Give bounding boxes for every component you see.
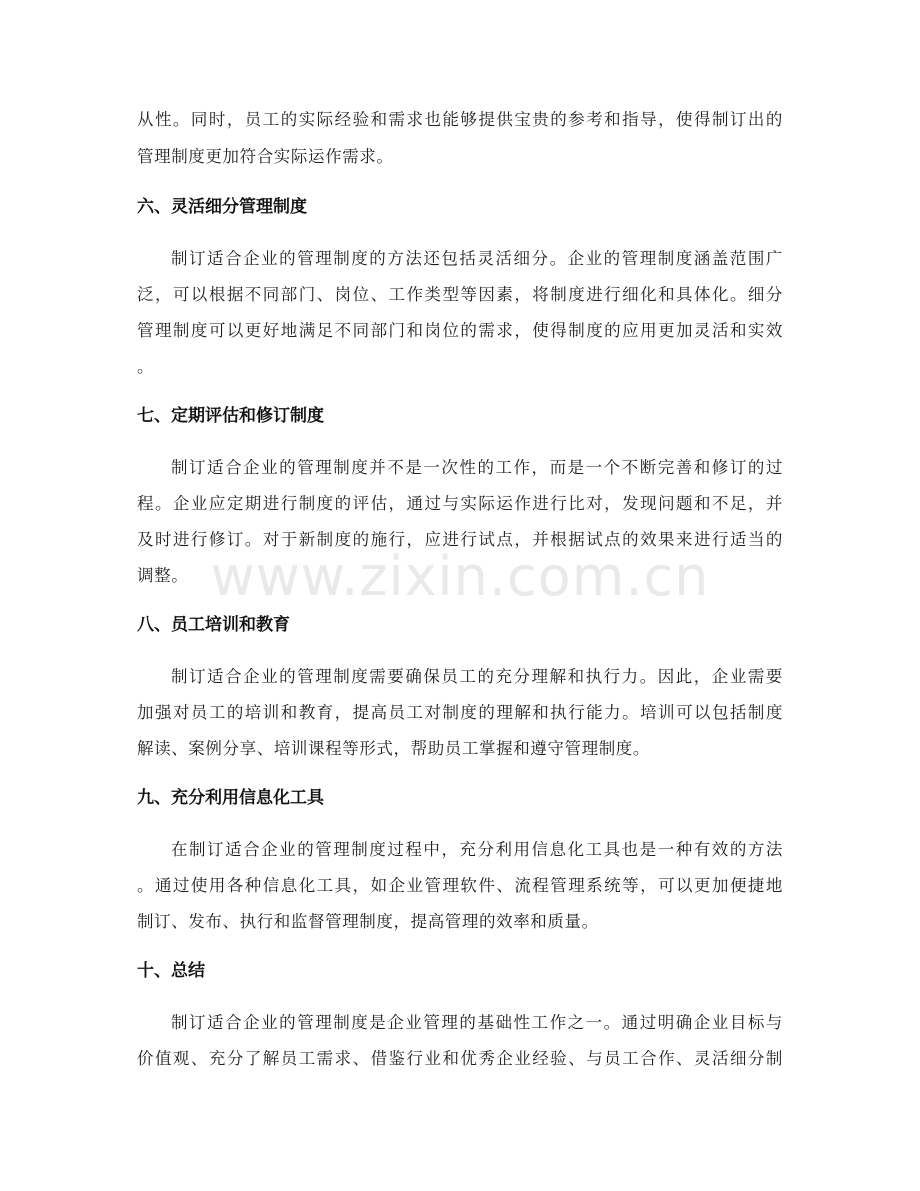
watermark: www.zixin.com.cn xyxy=(210,545,710,608)
paragraph-line: 及时进行修订。对于新制度的施行，应进行试点，并根据试点的效果来进行适当的 xyxy=(137,530,783,549)
paragraph-line: 。 xyxy=(137,357,155,376)
section-heading-7: 七、定期评估和修订制度 xyxy=(137,406,324,426)
paragraph-line: 解读、案例分享、培训课程等形式，帮助员工掌握和遵守管理制度。 xyxy=(137,739,650,758)
paragraph-line: 调整。 xyxy=(137,566,189,585)
section-heading-10: 十、总结 xyxy=(137,961,205,981)
paragraph-line: 泛，可以根据不同部门、岗位、工作类型等因素，将制度进行细化和具体化。细分 xyxy=(137,285,783,304)
paragraph-line: 。通过使用各种信息化工具，如企业管理软件、流程管理系统等，可以更加便捷地 xyxy=(137,876,783,895)
paragraph-line: 价值观、充分了解员工需求、借鉴行业和优秀企业经验、与员工合作、灵活细分制 xyxy=(137,1049,783,1068)
paragraph-line: 管理制度更加符合实际运作需求。 xyxy=(137,147,394,166)
paragraph-line: 制订、发布、执行和监督管理制度，提高管理的效率和质量。 xyxy=(137,912,599,931)
paragraph-line: 制订适合企业的管理制度并不是一次性的工作，而是一个不断完善和修订的过 xyxy=(171,458,783,477)
paragraph-line: 制订适合企业的管理制度是企业管理的基础性工作之一。通过明确企业目标与 xyxy=(171,1013,783,1032)
section-heading-8: 八、员工培训和教育 xyxy=(137,615,290,635)
paragraph-line: 管理制度可以更好地满足不同部门和岗位的需求，使得制度的应用更加灵活和实效 xyxy=(137,321,783,340)
paragraph-line: 加强对员工的培训和教育，提高员工对制度的理解和执行能力。培训可以包括制度 xyxy=(137,703,783,722)
paragraph-line: 从性。同时，员工的实际经验和需求也能够提供宝贵的参考和指导，使得制订出的 xyxy=(137,110,783,129)
paragraph-line: 制订适合企业的管理制度需要确保员工的充分理解和执行力。因此，企业需要 xyxy=(171,667,783,686)
section-heading-9: 九、充分利用信息化工具 xyxy=(137,788,324,808)
paragraph-line: 制订适合企业的管理制度的方法还包括灵活细分。企业的管理制度涵盖范围广 xyxy=(171,249,783,268)
section-heading-6: 六、灵活细分管理制度 xyxy=(137,197,307,217)
paragraph-line: 在制订适合企业的管理制度过程中，充分利用信息化工具也是一种有效的方法 xyxy=(171,840,783,859)
paragraph-line: 程。企业应定期进行制度的评估，通过与实际运作进行比对，发现问题和不足，并 xyxy=(137,494,783,513)
